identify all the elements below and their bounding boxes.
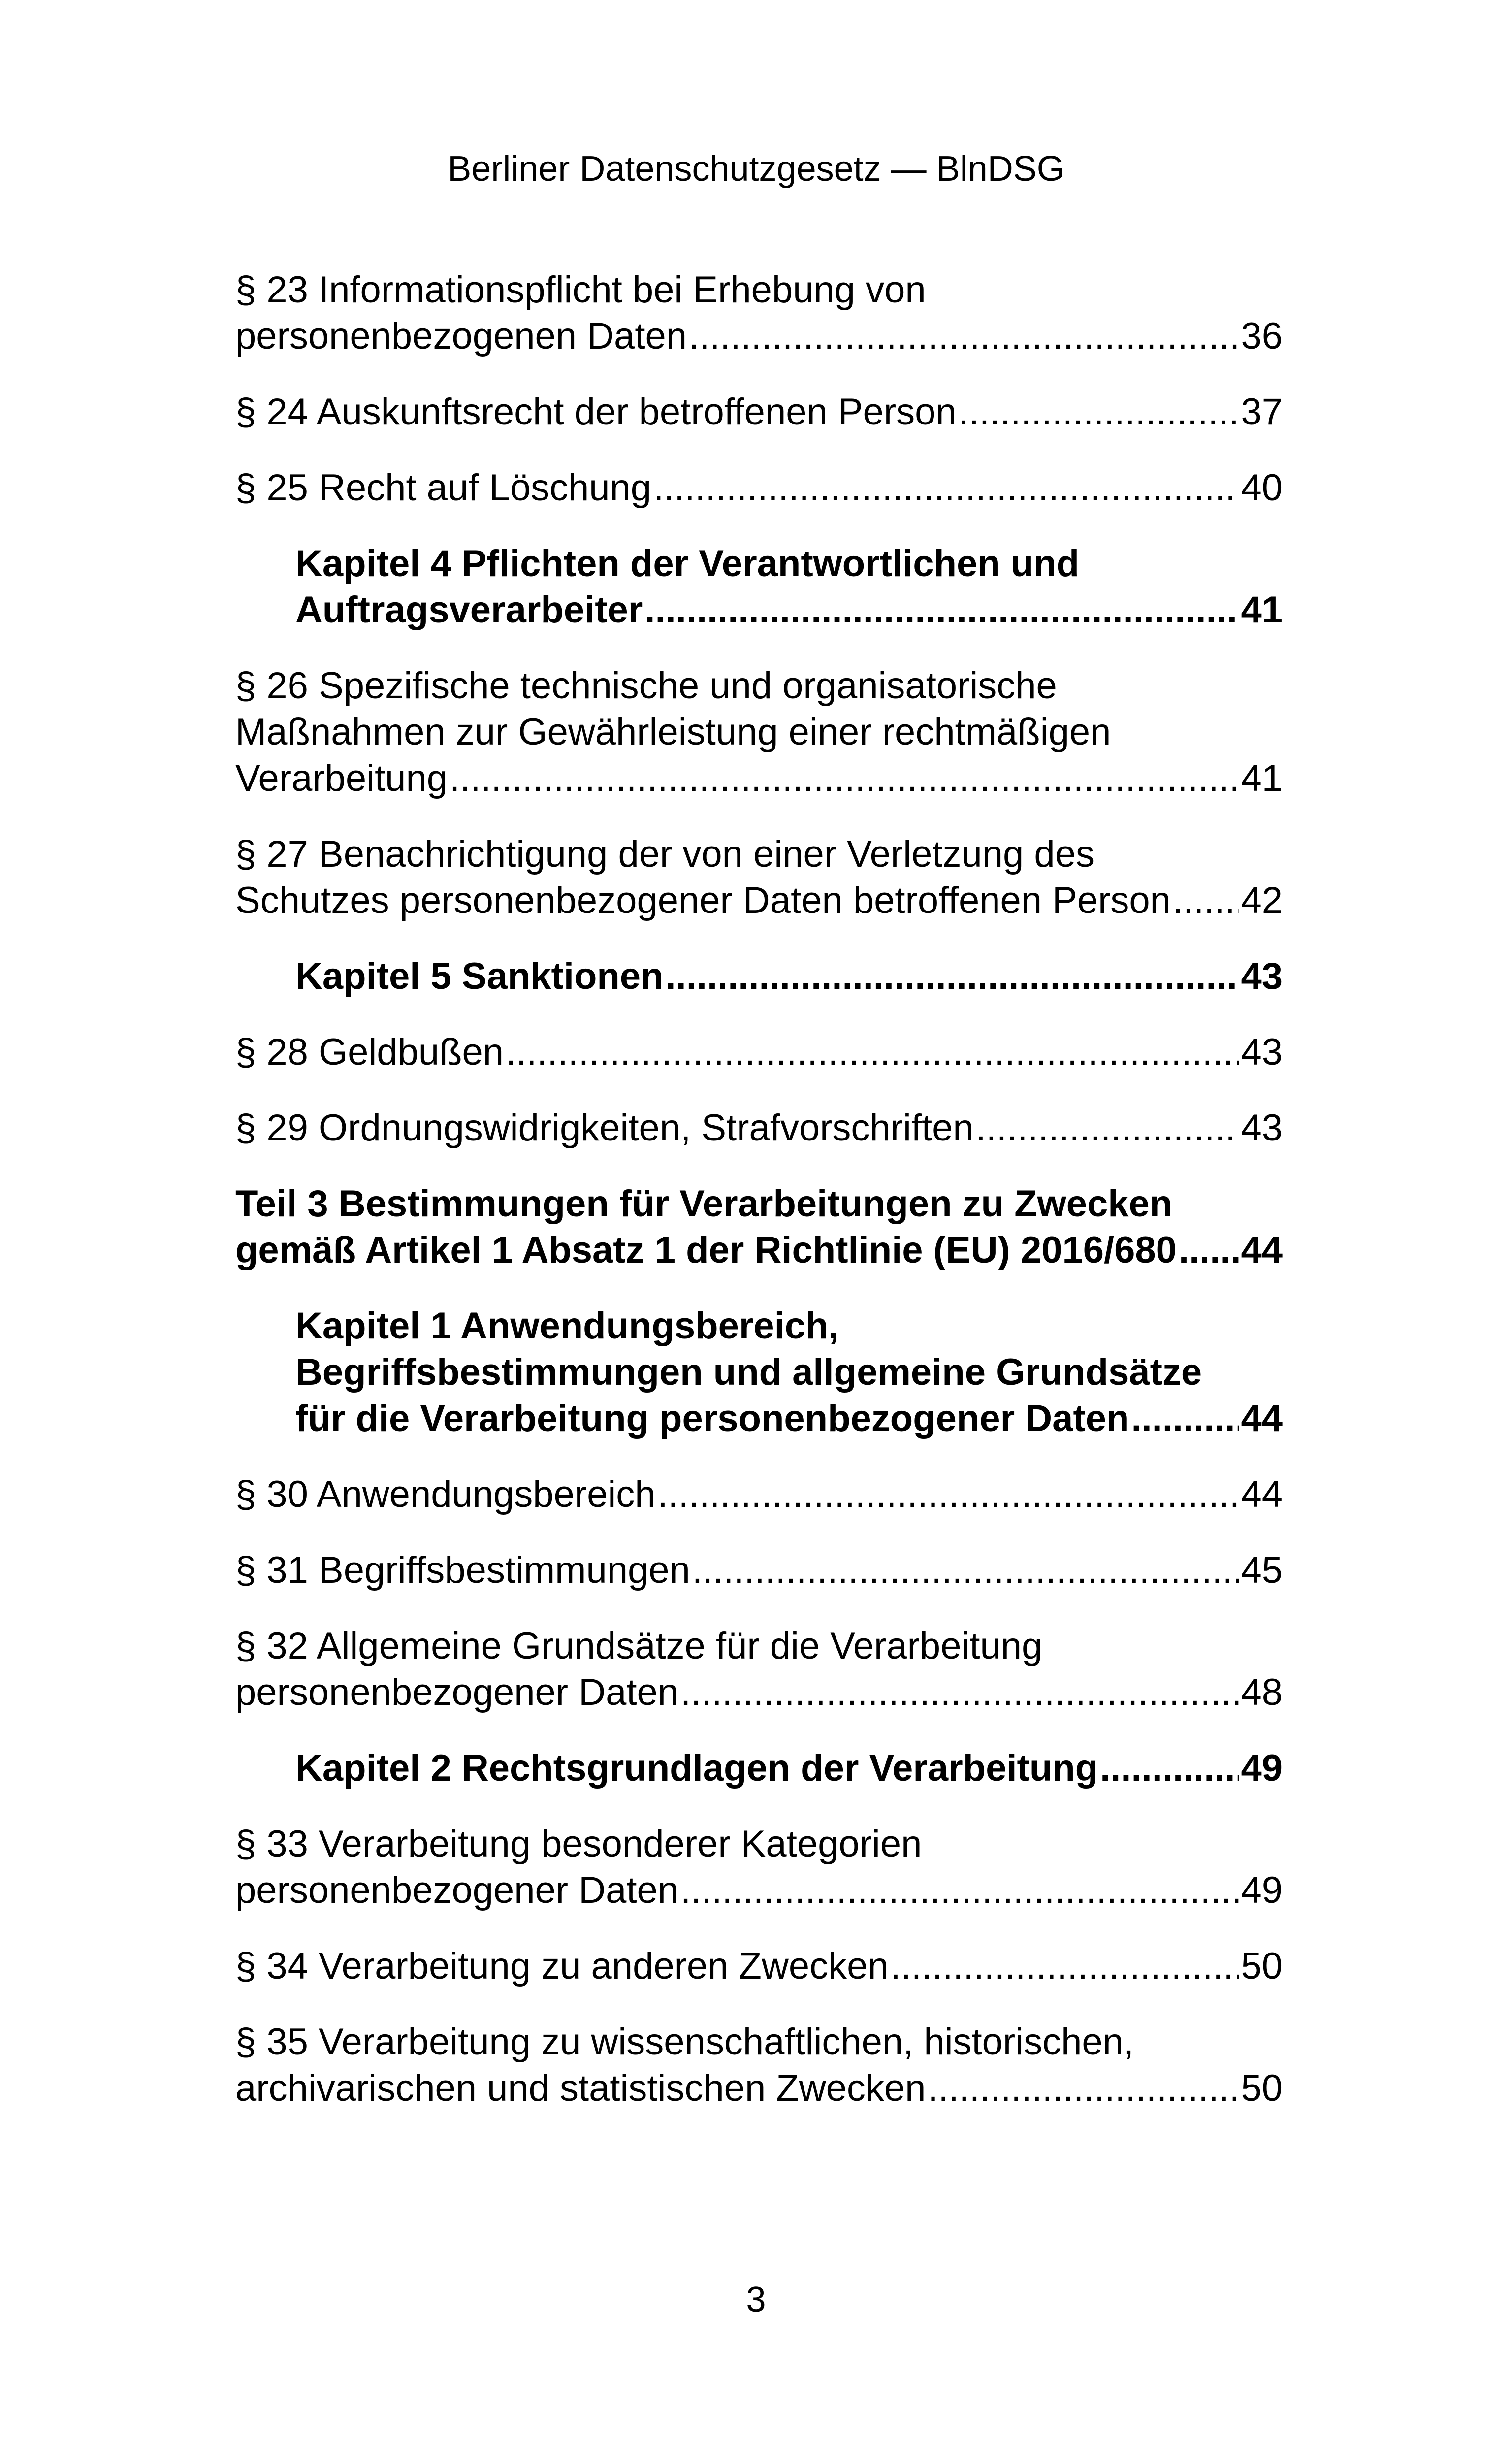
toc-entry-section[interactable]	[235, 1547, 1283, 1594]
toc-entry-title-line: § 24 Auskunftsrecht der betroffenen Person	[235, 391, 957, 433]
toc-entry-leader-line	[235, 313, 1283, 359]
toc-page-number: 43	[1241, 1031, 1283, 1073]
dot-leader	[928, 2065, 1239, 2112]
toc-entry-leader-line	[235, 1547, 1283, 1594]
table-of-contents	[235, 267, 1283, 2141]
toc-entry-leader-line	[235, 1105, 1283, 1151]
dot-leader	[891, 1943, 1239, 1989]
dot-leader	[1100, 1745, 1239, 1792]
toc-page-number: 43	[1241, 1107, 1283, 1149]
toc-page-number: 44	[1241, 1229, 1283, 1271]
toc-entry-leader-line	[235, 2065, 1283, 2112]
toc-entry-leader-line	[295, 1396, 1283, 1442]
dot-leader	[1173, 878, 1239, 924]
toc-entry-title-line: Schutzes personenbezogener Daten betroffenen Person	[235, 879, 1171, 921]
toc-entry-title-line: § 35 Verarbeitung zu wissenschaftlichen, historischen,	[235, 2021, 1134, 2063]
dot-leader	[692, 1547, 1239, 1594]
toc-entry-chapter[interactable]	[295, 1303, 1283, 1442]
toc-entry-section[interactable]	[235, 663, 1283, 802]
dot-leader	[653, 465, 1239, 511]
toc-page-number: 48	[1241, 1671, 1283, 1713]
toc-entry-title-line: Begriffsbestimmungen und allgemeine Grundsätze	[295, 1351, 1202, 1393]
toc-entry-leader-line	[235, 755, 1283, 802]
toc-entry-title-line: für die Verarbeitung personenbezogener Daten	[295, 1398, 1129, 1439]
toc-entry-leader-line	[235, 878, 1283, 924]
toc-entry-section[interactable]	[235, 1471, 1283, 1518]
toc-page-number: 42	[1241, 879, 1283, 921]
toc-entry-section[interactable]	[235, 267, 1283, 359]
dot-leader	[976, 1105, 1239, 1151]
toc-entry-title-line: personenbezogenen Daten	[235, 315, 687, 357]
toc-entry-leader-line	[235, 1227, 1283, 1273]
toc-entry-title-line: Auftragsverarbeiter	[295, 589, 643, 631]
toc-entry-title-line: personenbezogener Daten	[235, 1671, 679, 1713]
toc-entry-title-line: § 28 Geldbußen	[235, 1031, 504, 1073]
dot-leader	[959, 389, 1239, 435]
toc-page-number: 44	[1241, 1473, 1283, 1515]
toc-entry-chapter[interactable]	[295, 541, 1283, 633]
toc-entry-leader-line	[235, 389, 1283, 435]
toc-entry-title-line: Maßnahmen zur Gewährleistung einer rechtmäßigen	[235, 711, 1111, 753]
toc-entry-title-line: § 34 Verarbeitung zu anderen Zwecken	[235, 1945, 889, 1987]
toc-entry-title-line: Teil 3 Bestimmungen für Verarbeitungen zu Zwecken	[235, 1183, 1173, 1225]
toc-entry-leader-line	[235, 1471, 1283, 1518]
toc-entry-title-line: archivarischen und statistischen Zwecken	[235, 2067, 926, 2109]
dot-leader	[680, 1669, 1239, 1716]
dot-leader	[689, 313, 1239, 359]
toc-entry-chapter[interactable]	[295, 1745, 1283, 1792]
toc-entry-title-line: § 23 Informationspflicht bei Erhebung von	[235, 269, 926, 311]
toc-entry-title-line: § 31 Begriffsbestimmungen	[235, 1549, 690, 1591]
running-header: Berliner Datenschutzgesetz — BlnDSG	[448, 149, 1064, 189]
toc-entry-section[interactable]	[235, 1029, 1283, 1075]
toc-entry-title-line: Kapitel 5 Sanktionen	[295, 955, 664, 997]
toc-entry-leader-line	[295, 953, 1283, 1000]
toc-entry-part[interactable]	[235, 1181, 1283, 1273]
toc-entry-title-line: Verarbeitung	[235, 757, 448, 799]
toc-entry-title-line: § 25 Recht auf Löschung	[235, 467, 652, 509]
toc-page-number: 50	[1241, 2067, 1283, 2109]
toc-page-number: 43	[1241, 955, 1283, 997]
toc-entry-title-line: personenbezogener Daten	[235, 1869, 679, 1911]
toc-entry-leader-line	[295, 1745, 1283, 1792]
toc-entry-leader-line	[235, 1029, 1283, 1075]
toc-page-number: 45	[1241, 1549, 1283, 1591]
toc-entry-title-line: gemäß Artikel 1 Absatz 1 der Richtlinie (EU) 2016/680	[235, 1229, 1177, 1271]
toc-entry-title-line: § 27 Benachrichtigung der von einer Verletzung des	[235, 833, 1094, 875]
toc-entry-section[interactable]	[235, 1105, 1283, 1151]
toc-entry-title-line: § 29 Ordnungswidrigkeiten, Strafvorschriften	[235, 1107, 974, 1149]
toc-page-number: 49	[1241, 1747, 1283, 1789]
toc-page-number: 36	[1241, 315, 1283, 357]
dot-leader	[680, 1867, 1239, 1914]
toc-page-number: 41	[1241, 757, 1283, 799]
toc-entry-chapter[interactable]	[295, 953, 1283, 1000]
toc-entry-title-line: § 26 Spezifische technische und organisatorische	[235, 665, 1057, 707]
toc-entry-leader-line	[235, 465, 1283, 511]
toc-page-number: 37	[1241, 391, 1283, 433]
toc-page-number: 49	[1241, 1869, 1283, 1911]
dot-leader	[666, 953, 1239, 1000]
dot-leader	[1131, 1396, 1239, 1442]
toc-entry-leader-line	[235, 1867, 1283, 1914]
dot-leader	[506, 1029, 1239, 1075]
dot-leader	[1179, 1227, 1239, 1273]
toc-page-number: 50	[1241, 1945, 1283, 1987]
toc-page-number: 44	[1241, 1398, 1283, 1439]
toc-page-number: 40	[1241, 467, 1283, 509]
toc-entry-leader-line	[235, 1943, 1283, 1989]
toc-entry-section[interactable]	[235, 1623, 1283, 1716]
toc-entry-title-line: Kapitel 2 Rechtsgrundlagen der Verarbeitung	[295, 1747, 1098, 1789]
toc-entry-section[interactable]	[235, 389, 1283, 435]
toc-entry-title-line: § 33 Verarbeitung besonderer Kategorien	[235, 1823, 922, 1865]
toc-page-number: 41	[1241, 589, 1283, 631]
toc-entry-section[interactable]	[235, 2019, 1283, 2112]
toc-entry-title-line: § 30 Anwendungsbereich	[235, 1473, 656, 1515]
toc-entry-leader-line	[295, 587, 1283, 633]
toc-entry-leader-line	[235, 1669, 1283, 1716]
toc-entry-section[interactable]	[235, 831, 1283, 924]
toc-entry-section[interactable]	[235, 1943, 1283, 1989]
dot-leader	[658, 1471, 1239, 1518]
dot-leader	[450, 755, 1239, 802]
toc-entry-title-line: Kapitel 1 Anwendungsbereich,	[295, 1305, 839, 1347]
toc-entry-section[interactable]	[235, 465, 1283, 511]
dot-leader	[644, 587, 1239, 633]
page-number: 3	[746, 2280, 766, 2319]
toc-entry-title-line: Kapitel 4 Pflichten der Verantwortlichen und	[295, 543, 1080, 585]
toc-entry-title-line: § 32 Allgemeine Grundsätze für die Verarbeitung	[235, 1625, 1043, 1667]
toc-entry-section[interactable]	[235, 1821, 1283, 1914]
